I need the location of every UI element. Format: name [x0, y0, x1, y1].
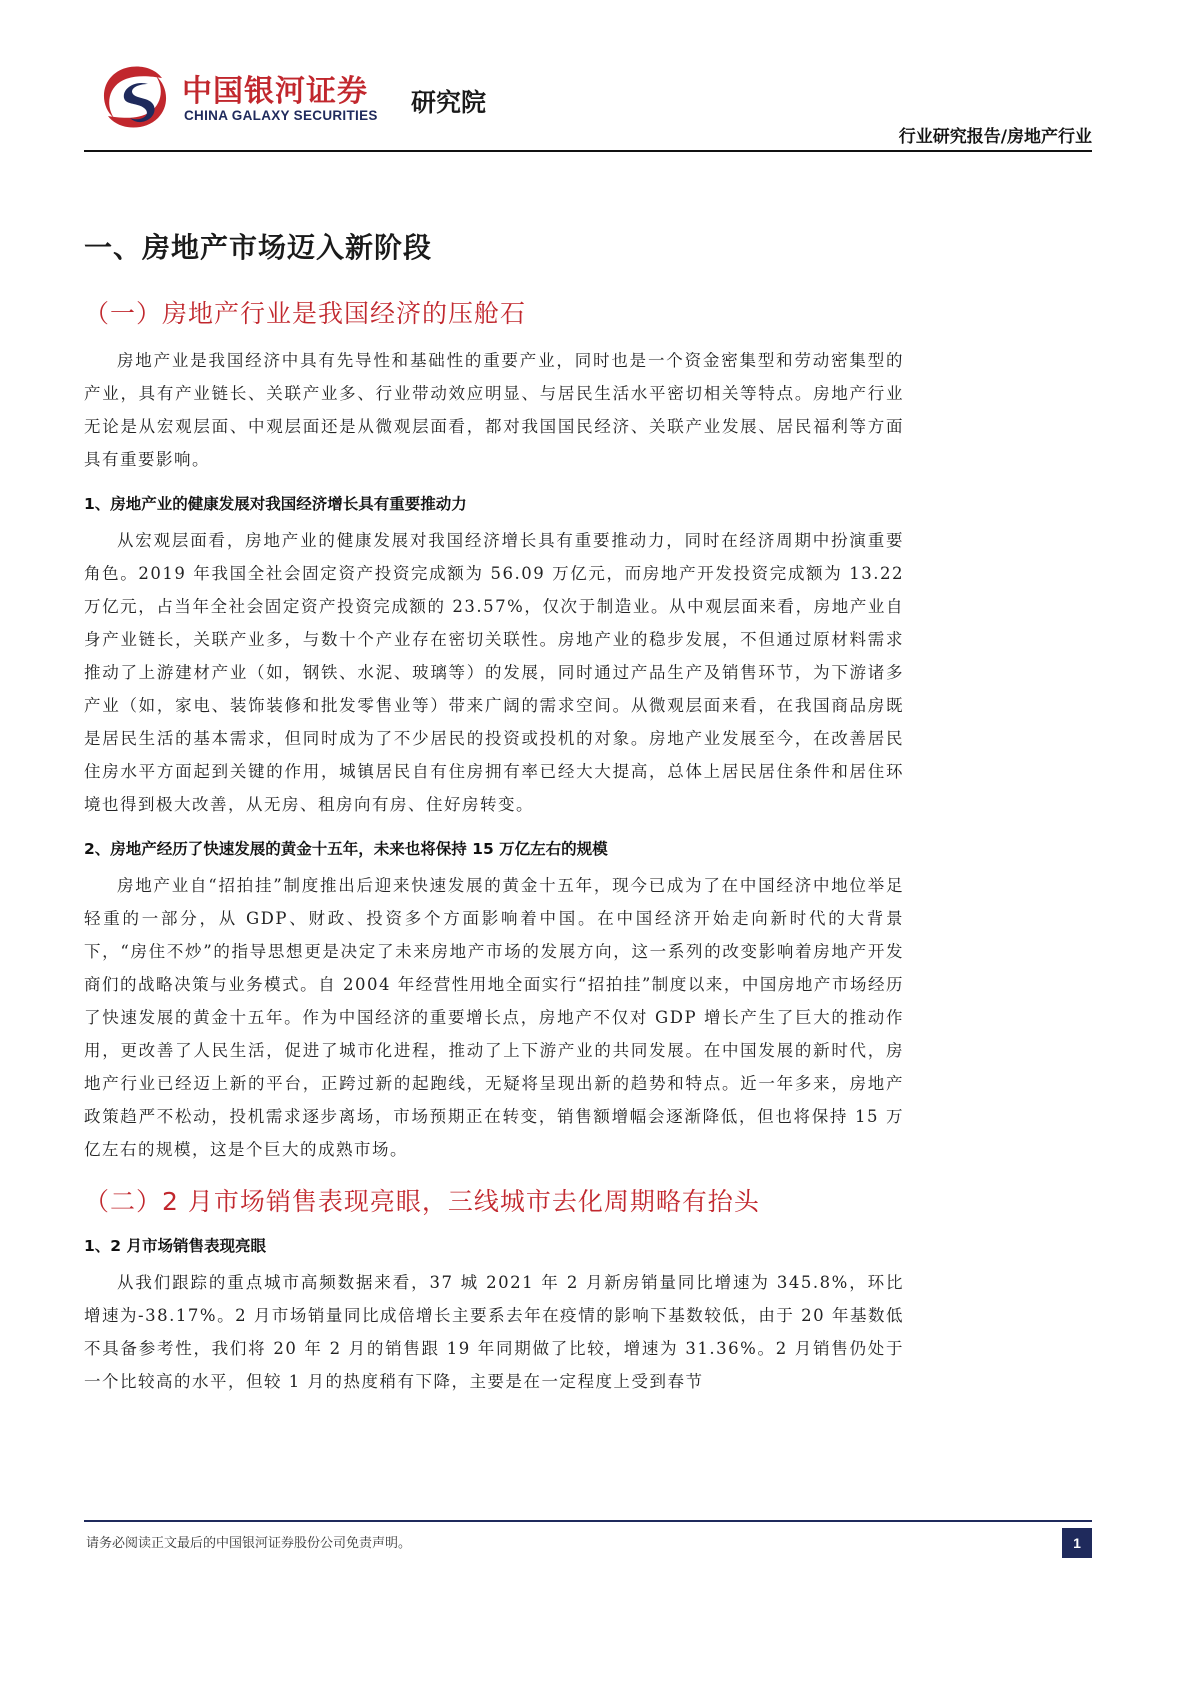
- disclaimer-note: 请务必阅读正文最后的中国银河证券股份公司免责声明。: [86, 1536, 412, 1551]
- paragraph: 从我们跟踪的重点城市高频数据来看，37 城 2021 年 2 月新房销量同比增速为 345.8%，环比增速为-38.17%。2 月市场销量同比成倍增长主要系去年在疫情的影响下基数较低，由于 20 年基数低不具备参考性，我们将 20 年 2 月的销售跟 19 年同期做了比较，增速为 31.36%。2 月销售仍处于一个比较高的水平，但较 1 月的热度稍有下降，主要是在一定程度上受到春节: [84, 1273, 904, 1391]
- section-heading: 一、房地产市场迈入新阶段: [84, 231, 433, 264]
- subsection-heading-2: （二）2 月市场销售表现亮眼，三线城市去化周期略有抬头: [84, 1187, 760, 1216]
- footer-divider: [84, 1520, 1092, 1522]
- paragraph: 房地产业是我国经济中具有先导性和基础性的重要产业，同时也是一个资金密集型和劳动密集型的产业，具有产业链长、关联产业多、行业带动效应明显、与居民生活水平密切相关等特点。房地产行业无论是从宏观层面、中观层面还是从微观层面看，都对我国国民经济、关联产业发展、居民福利等方面具有重要影响。: [84, 351, 904, 469]
- paragraph: 从宏观层面看，房地产业的健康发展对我国经济增长具有重要推动力，同时在经济周期中扮演重要角色。2019 年我国全社会固定资产投资完成额为 56.09 万亿元，而房地产开发投资完成额为 13.22 万亿元，占当年全社会固定资产投资完成额的 23.57%，仅次于制造业。从中观层面来看，房地产业自身产业链长，关联产业多，与数十个产业存在密切关联性。房地产业的稳步发展，不但通过原材料需求推动了上游建材产业（如，钢铁、水泥、玻璃等）的发展，同时通过产品生产及销售环节，为下游诸多产业（如，家电、装饰装修和批发零售业等）带来广阔的需求空间。从微观层面来看，在我国商品房既是居民生活的基本需求，但同时成为了不少居民的投资或投机的对象。房地产业发展至今，在改善居民住房水平方面起到关键的作用，城镇居民自有住房拥有率已经大大提高，总体上居民居住条件和居住环境也得到极大改善，从无房、租房向有房、住好房转变。: [84, 531, 904, 814]
- point-heading: 2、房地产经历了快速发展的黄金十五年，未来也将保持 15 万亿左右的规模: [84, 840, 608, 858]
- page-number: 1: [1062, 1528, 1092, 1558]
- subsection-heading-1: （一）房地产行业是我国经济的压舱石: [84, 299, 527, 328]
- point-heading: 1、房地产业的健康发展对我国经济增长具有重要推动力: [84, 495, 467, 513]
- report-type-label: 行业研究报告/房地产行业: [898, 127, 1092, 147]
- point-heading: 1、2 月市场销售表现亮眼: [84, 1237, 266, 1255]
- logo-institute: 研究院: [411, 88, 487, 117]
- main-content: [84, 226, 904, 1398]
- paragraph: 房地产业自“招拍挂”制度推出后迎来快速发展的黄金十五年，现今已成为了在中国经济中地位举足轻重的一部分，从 GDP、财政、投资多个方面影响着中国。在中国经济开始走向新时代的大背景下，“房住不炒”的指导思想更是决定了未来房地产市场的发展方向，这一系列的改变影响着房地产开发商们的战略决策与业务模式。自 2004 年经营性用地全面实行“招拍挂”制度以来，中国房地产市场经历了快速发展的黄金十五年。作为中国经济的重要增长点，房地产不仅对 GDP 增长产生了巨大的推动作用，更改善了人民生活，促进了城市化进程，推动了上下游产业的共同发展。在中国发展的新时代，房地产行业已经迈上新的平台，正跨过新的起跑线，无疑将呈现出新的趋势和特点。近一年多来，房地产政策趋严不松动，投机需求逐步离场，市场预期正在转变，销售额增幅会逐渐降低，但也将保持 15 万亿左右的规模，这是个巨大的成熟市场。: [84, 876, 904, 1159]
- company-logo: [96, 58, 526, 138]
- header-divider: [84, 150, 1092, 152]
- logo-english-name: CHINA GALAXY SECURITIES: [184, 108, 378, 123]
- galaxy-logo-icon: [96, 58, 174, 136]
- logo-chinese-name: 中国银河证券: [182, 74, 368, 109]
